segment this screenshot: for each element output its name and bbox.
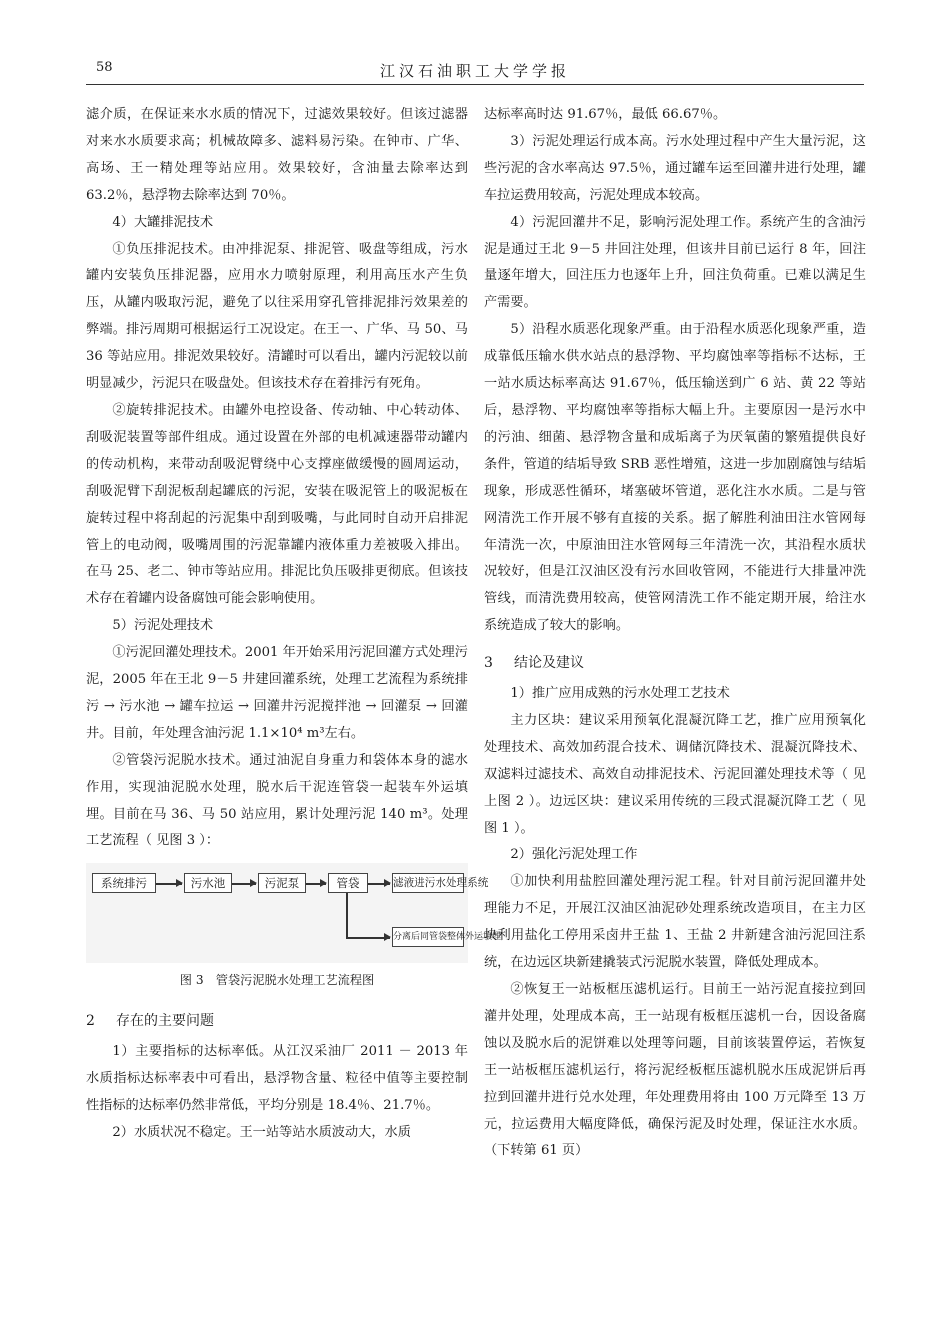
paragraph: ②恢复王一站板框压滤机运行。目前王一站污泥直接拉到回灌井处理，处理成本高，王一站现有板框压滤机一台，因设备腐蚀以及脱水后的泥饼难以处理等问题，目前该装置停运，若恢复王一站板框压滤机运行，将污泥经板框压滤机脱水压成泥饼后再拉到回灌井进行兑水处理，年处理费用将由 100 万元降至 13 万元，拉运费用大幅度降低，确保污泥及时处理，保证注水水质。（下转第 61 页） <box>484 982 866 1159</box>
page-header <box>86 60 864 85</box>
arrow-icon <box>368 883 390 885</box>
paragraph: 5）沿程水质恶化现象严重。由于沿程水质恶化现象严重，造成靠低压输水供水站点的悬浮物、平均腐蚀率等指标不达标，王一站水质达标率高达 91.67％，低压输送到广 6 站、黄 22 等站后，悬浮物、平均腐蚀率等指标大幅上升。主要原因一是污水中的污油、细菌、悬浮物含量和成垢离子为厌氧菌的繁殖提供良好条件，管道的结垢导致 SRB 恶性增殖，这进一步加剧腐蚀与结垢现象，形成恶性循环，堵塞破坏管道，恶化注水水质。二是与管网清洗工作开展不够有直接的关系。据了解胜利油田注水管网每年清洗一次，中原油田注水管网每三年清洗一次，其沿程水质状况较好，但是江汉油区没有污水回收管网，不能进行大排量冲洗管线，而清洗费用较高，使管网清洗工作不能定期开展，给注水系统造成了较大的影响。 <box>484 322 866 634</box>
paragraph: 滤介质，在保证来水水质的情况下，过滤效果较好。但该过滤器对来水水质要求高；机械故障多、滤料易污染。在钟市、广华、高场、王一精处理等站应用。效果较好，含油量去除率达到 63.2％，悬浮物去除率达到 70％。 <box>86 107 468 203</box>
section-number: 2 <box>86 1013 95 1030</box>
left-column <box>86 102 502 1147</box>
subheading: 4）大罐排泥技术 <box>112 214 214 230</box>
arrow-icon <box>306 883 326 885</box>
section-heading-3 <box>484 650 866 677</box>
paragraph: ①污泥回灌处理技术。2001 年开始采用污泥回灌方式处理污泥，2005 年在王北 9－5 井建回灌系统，处理工艺流程为系统排污 → 污水池 → 罐车拉运 → 回灌井污泥搅拌池 → 回灌泵 → 回灌井。目前，年处理含油污泥 1.1×10⁴ m³左右。 <box>86 645 468 741</box>
flow-box-landfill: 分离后同管袋整体外运填埋 <box>392 927 464 947</box>
section-title: 存在的主要问题 <box>116 1013 214 1030</box>
paragraph: 2）水质状况不稳定。王一站等站水质波动大，水质 <box>112 1124 411 1140</box>
section-heading-2 <box>86 1008 468 1035</box>
figure-3-flowchart <box>86 863 502 963</box>
section-title: 结论及建议 <box>514 655 584 672</box>
flow-box-sludge-pump: 污泥泵 <box>258 873 306 893</box>
flow-box-filtrate: 滤液进污水处理系统 <box>392 873 464 893</box>
arrow-icon <box>156 883 182 885</box>
section-number: 3 <box>484 655 493 672</box>
paragraph: ①负压排泥技术。由冲排泥泵、排泥管、吸盘等组成，污水罐内安装负压排泥器，应用水力喷射原理，利用高压水产生负压，从罐内吸取污泥，避免了以往采用穿孔管排泥排污效果差的弊端。排污周期可根据运行工况设定。在王一、广华、马 50、马 36 等站应用。排泥效果较好。清罐时可以看出，罐内污泥较以前明显减少，污泥只在吸盘处。但该技术存在着排污有死角。 <box>86 241 468 392</box>
flow-box-sewage-pool: 污水池 <box>184 873 232 893</box>
paragraph: ②旋转排泥技术。由罐外电控设备、传动轴、中心转动体、刮吸泥装置等部件组成。通过设置在外部的电机减速器带动罐内的传动机构，来带动刮吸泥臂绕中心支撑座做缓慢的圆周运动，刮吸泥臂下刮泥板刮起罐底的污泥，安装在吸泥管上的吸泥板在旋转过程中将刮起的污泥集中刮到吸嘴，与此同时自动开启排泥管上的电动阀，吸嘴周围的污泥靠罐内液体重力差被吸入排出。在马 25、老二、钟市等站应用。排泥比负压吸排更彻底。但该技术存在着罐内设备腐蚀可能会影响使用。 <box>86 402 468 607</box>
flow-box-system-discharge: 系统排污 <box>92 873 156 893</box>
subheading: 2）强化污泥处理工作 <box>510 847 638 863</box>
paragraph: ①加快利用盐腔回灌处理污泥工程。针对目前污泥回灌井处理能力不足，开展江汉油区油泥砂处理系统改造项目，在主力区块利用盐化工停用采卤井王盐 1、王盐 2 井新建含油污泥回注系统，在边远区块新建撬装式污泥脱水装置，降低处理成本。 <box>484 874 866 971</box>
right-column <box>484 102 866 1165</box>
paragraph: 3）污泥处理运行成本高。污水处理过程中产生大量污泥，这些污泥的含水率高达 97.5％，通过罐车运至回灌井进行处理，罐车拉运费用较高，污泥处理成本较高。 <box>484 133 866 203</box>
subheading: 1）推广应用成熟的污水处理工艺技术 <box>510 686 730 702</box>
paragraph: ②管袋污泥脱水技术。通过油泥自身重力和袋体本身的滤水作用，实现油泥脱水处理，脱水后干泥连管袋一起装车外运填埋。目前在马 36、马 50 站应用，累计处理污泥 140 m³。处理工艺流程（ 见图 3 ）： <box>86 752 468 849</box>
subheading: 5）污泥处理技术 <box>112 618 214 634</box>
arrow-icon <box>232 883 256 885</box>
paragraph: 1）主要指标的达标率低。从江汉采油厂 2011 － 2013 年水质指标达标率表中可看出，悬浮物含量、粒径中值等主要控制性指标的达标率仍然非常低，平均分别是 18.4％、21.7％。 <box>86 1044 468 1113</box>
journal-title: 江汉石油职工大学学报 <box>379 62 570 80</box>
paragraph: 4）污泥回灌井不足，影响污泥处理工作。系统产生的含油污泥是通过王北 9－5 井回注处理，但该井目前已运行 8 年，回注量逐年增大，回注压力也逐年上升，回注负荷重。已难以满足生产需要。 <box>484 214 866 311</box>
connector-line <box>346 893 348 937</box>
page-number: 58 <box>96 60 113 75</box>
arrow-icon <box>346 937 390 939</box>
flow-box-tube-bag: 管袋 <box>328 873 368 893</box>
paragraph: 主力区块：建议采用预氧化混凝沉降工艺，推广应用预氧化处理技术、高效加药混合技术、调储沉降技术、混凝沉降技术、双滤料过滤技术、高效自动排泥技术、污泥回灌处理技术等（ 见上图 2 ）。边远区块：建议采用传统的三段式混凝沉降工艺（ 见图 1 ）。 <box>484 712 866 836</box>
paragraph: 达标率高时达 91.67％，最低 66.67％。 <box>484 107 727 122</box>
figure-caption: 图 3 管袋污泥脱水处理工艺流程图 <box>179 973 375 988</box>
